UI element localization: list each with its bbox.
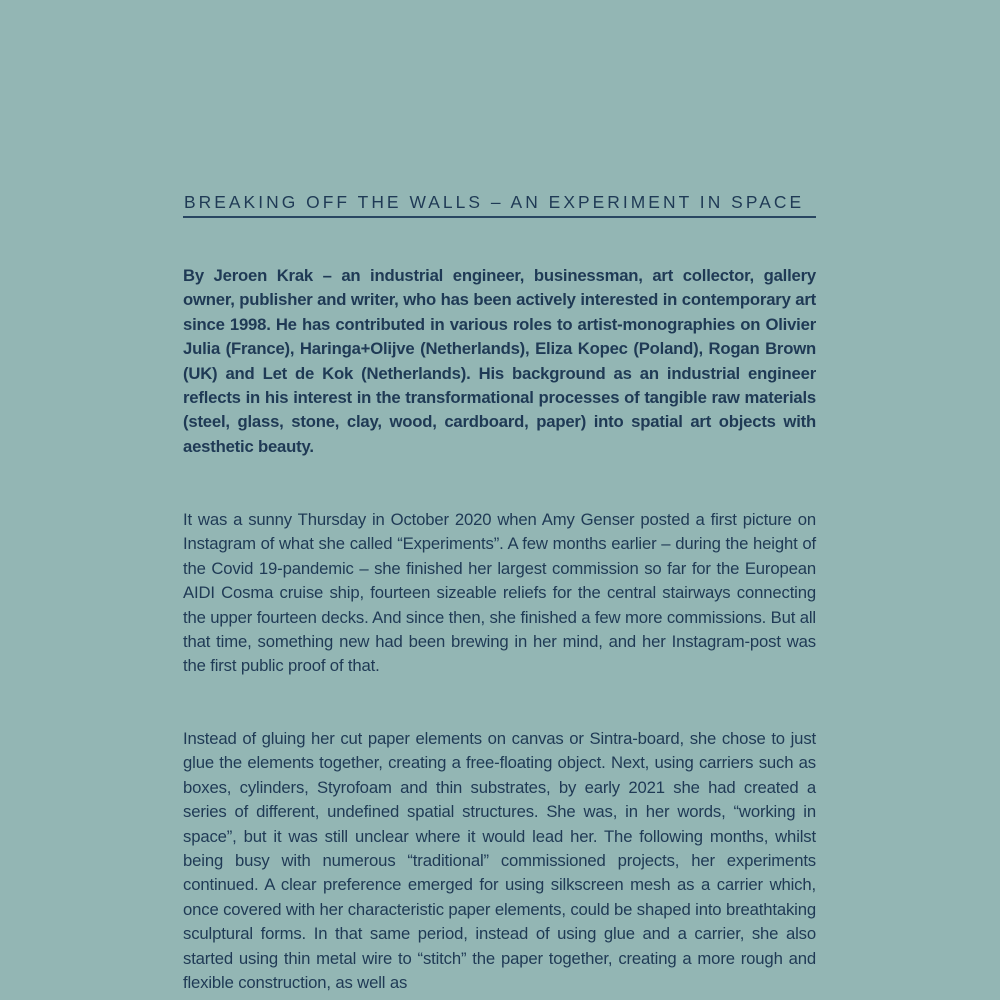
article-title: BREAKING OFF THE WALLS – AN EXPERIMENT IN SPACE [184,192,805,212]
title-underline [183,216,816,218]
author-intro-paragraph: By Jeroen Krak – an industrial engineer, businessman, art collector, gallery owner, publisher and writer, who has been actively interested in contemporary art since 1998. He has contributed in various roles to artist-monographies on Olivier Julia (France), Haringa+Olijve (Netherlands), Eliza Kopec (Poland), Rogan Brown (UK) and Let de Kok (Netherlands). His background as an industrial engineer reflects in his interest in the transformational processes of tangible raw materials (steel, glass, stone, clay, wood, cardboard, paper) into spatial art objects with aesthetic beauty. [183,266,816,456]
body-paragraph-1: It was a sunny Thursday in October 2020 when Amy Genser posted a first picture on Instagram of what she called “Experiments”. A few months earlier – during the height of the Covid 19-pandemic – she finished her largest commission so far for the European AIDI Cosma cruise ship, fourteen sizeable reliefs for the central stairways connecting the upper fourteen decks. And since then, she finished a few more commissions. But all that time, something new had been brewing in her mind, and her Instagram-post was the first public proof of that. [183,510,816,676]
body-paragraph-2: Instead of gluing her cut paper elements on canvas or Sintra-board, she chose to just glue the elements together, creating a free-floating object. Next, using carriers such as boxes, cylinders, Styrofoam and thin substrates, by early 2021 she had created a series of different, undefined spatial structures. She was, in her words, “working in space”, but it was still unclear where it would lead her. The following months, whilst being busy with numerous “traditional” commissioned projects, her experiments continued. A clear preference emerged for using silkscreen mesh as a carrier which, once covered with her characteristic paper elements, could be shaped into breathtaking sculptural forms. In that same period, instead of using glue and a carrier, she also started using thin metal wire to “stitch” the paper together, creating a more rough and flexible construction, as well as [183,729,816,993]
